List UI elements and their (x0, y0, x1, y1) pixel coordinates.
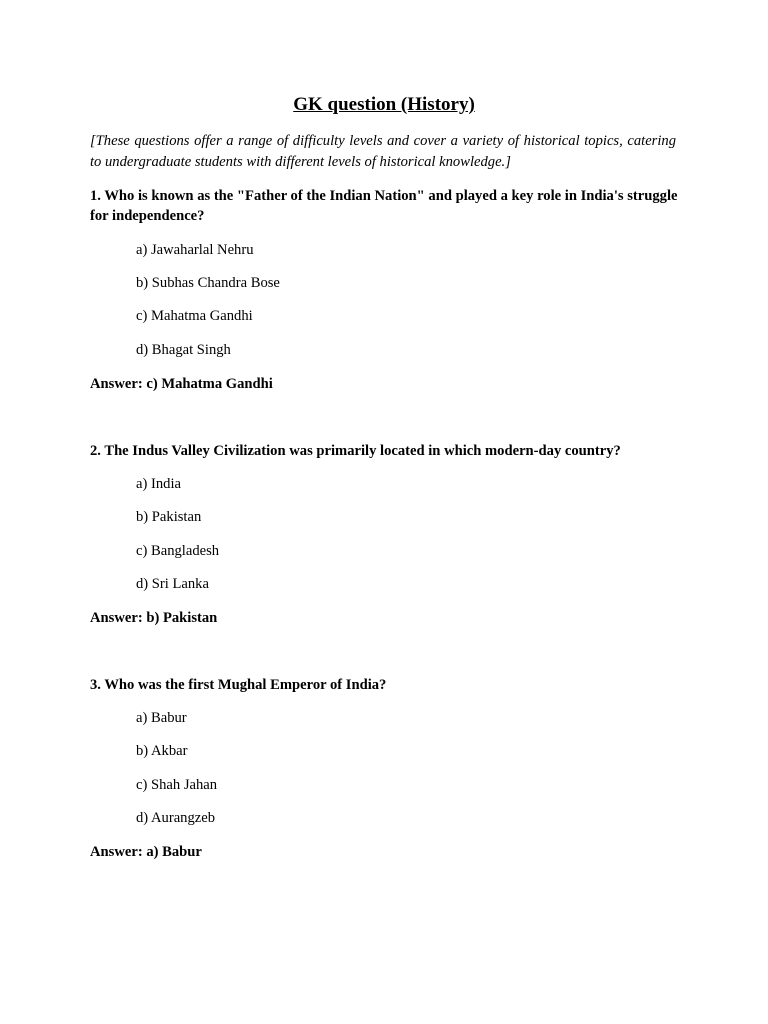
question-3-option-a: a) Babur (136, 710, 187, 726)
question-2: 2. The Indus Valley Civilization was primarily located in which modern-day country? (90, 443, 621, 459)
question-3: 3. Who was the first Mughal Emperor of India? (90, 677, 387, 693)
question-1: 1. Who is known as the "Father of the Indian Nation" and played a key role in India's struggle for independence? (90, 188, 678, 224)
question-3-answer: Answer: a) Babur (90, 844, 202, 860)
question-2-option-a: a) India (136, 476, 181, 492)
page-title: GK question (History) (293, 94, 475, 115)
question-1-answer: Answer: c) Mahatma Gandhi (90, 376, 273, 392)
question-2-option-c: c) Bangladesh (136, 543, 220, 559)
question-3-option-d: d) Aurangzeb (136, 810, 216, 826)
question-1-option-b: b) Subhas Chandra Bose (136, 275, 280, 291)
question-3-option-b: b) Akbar (136, 743, 188, 759)
question-2-answer: Answer: b) Pakistan (90, 610, 218, 626)
question-1-option-a: a) Jawaharlal Nehru (136, 242, 254, 258)
question-1-option-c: c) Mahatma Gandhi (136, 308, 253, 324)
question-1-option-d: d) Bhagat Singh (136, 342, 231, 358)
question-2-option-d: d) Sri Lanka (136, 576, 209, 592)
question-2-option-b: b) Pakistan (136, 509, 202, 525)
question-3-option-c: c) Shah Jahan (136, 777, 218, 793)
intro-note: [These questions offer a range of difficulty levels and cover a variety of historical topics, catering to undergraduate students with different levels of historical knowledge.] (90, 133, 676, 170)
